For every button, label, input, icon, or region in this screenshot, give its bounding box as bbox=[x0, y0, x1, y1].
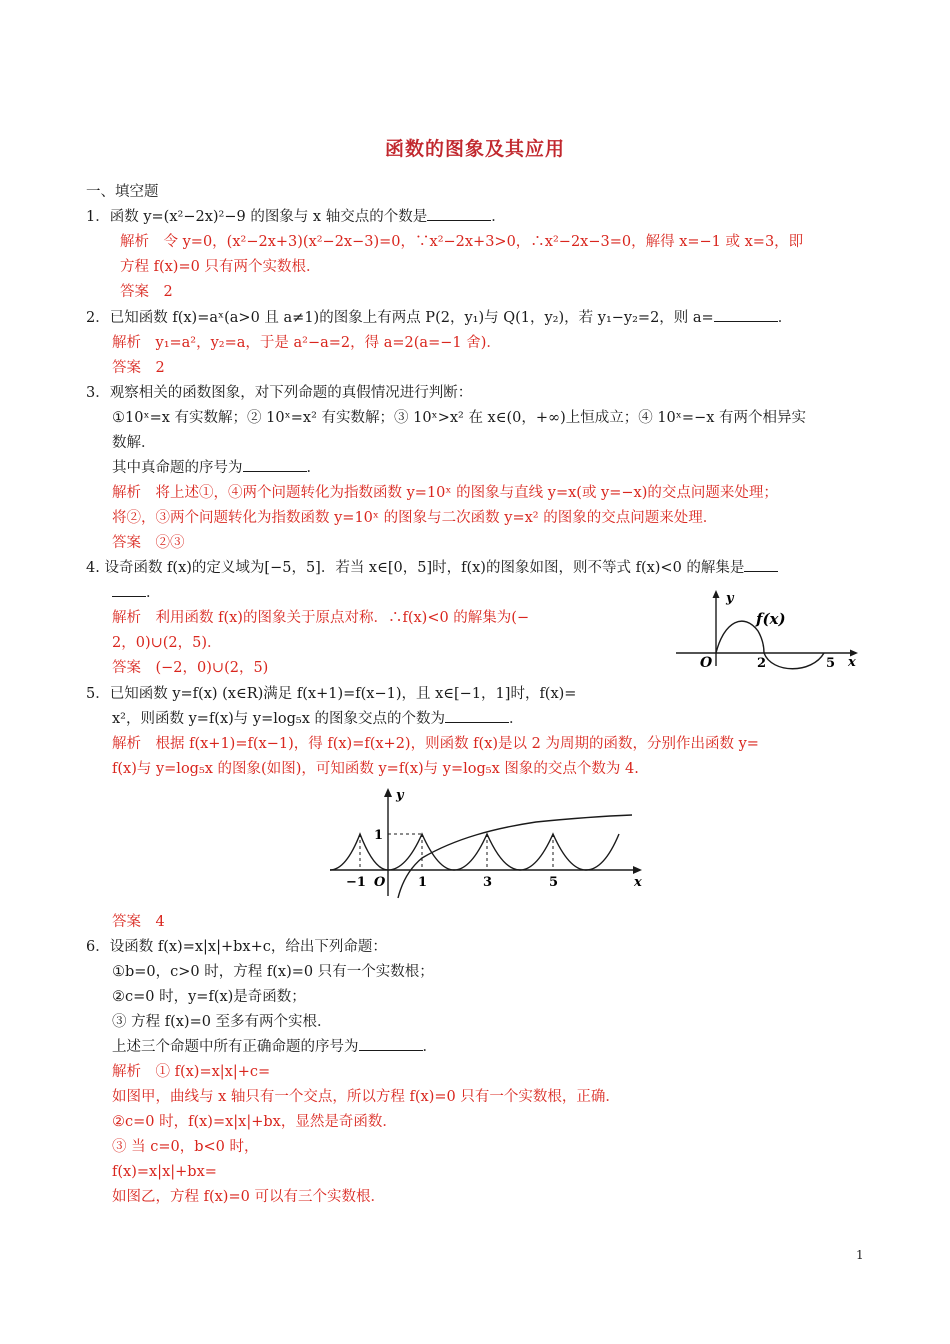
q2-stem-text: 2．已知函数 f(x)=aˣ(a>0 且 a≠1)的图象上有两点 P(2，y₁)与 Q(1，y₂)，若 y₁−y₂=2，则 a= bbox=[86, 310, 714, 326]
q3-blank bbox=[243, 459, 307, 472]
q3-answer: 答案 ②③ bbox=[112, 535, 185, 551]
q5-answer: 答案 4 bbox=[112, 914, 165, 930]
q4-tick-5: 5 bbox=[826, 656, 836, 671]
q1-stem-end: ． bbox=[491, 209, 506, 225]
q1-solution-line2: 方程 f(x)=0 只有两个实数根． bbox=[120, 259, 321, 275]
q6-solution-line5: f(x)=x|x|+bx= bbox=[112, 1164, 217, 1180]
q5-log-curve bbox=[398, 815, 632, 898]
q5-function-graph bbox=[326, 782, 656, 900]
q3-stem-line4-end: ． bbox=[306, 460, 321, 476]
q6-stem-line3: ②c=0 时，y=f(x)是奇函数； bbox=[112, 989, 306, 1005]
q6-stem-line1: 6．设函数 f(x)=x|x|+bx+c，给出下列命题： bbox=[86, 939, 387, 955]
q5-stem-line2-text: x²，则函数 y=f(x)与 y=log₅x 的图象交点的个数为 bbox=[112, 711, 445, 727]
q5-y-label: y bbox=[396, 788, 404, 803]
q4-x-label: x bbox=[848, 655, 856, 670]
q5-solution-line1: 解析 根据 f(x+1)=f(x−1)，得 f(x)=f(x+2)，则函数 f(x)是以 2 为周期的函数，分别作出函数 y= bbox=[112, 736, 759, 752]
q4-blank-part1 bbox=[744, 559, 778, 572]
q5-origin-label: O bbox=[374, 875, 386, 890]
q4-curve bbox=[716, 621, 824, 669]
section-heading: 一、填空题 bbox=[86, 184, 159, 200]
q4-blank-part2 bbox=[112, 584, 146, 597]
q5-stem-line1: 5．已知函数 y=f(x) (x∈R)满足 f(x+1)=f(x−1)，且 x∈[−1，1]时，f(x)= bbox=[86, 686, 577, 702]
q1-solution-line1: 解析 令 y=0，(x²−2x+3)(x²−2x−3)=0，∵x²−2x+3>0，∴x²−2x−3=0，解得 x=−1 或 x=3，即 bbox=[120, 234, 804, 250]
q3-stem-line3: 数解． bbox=[112, 435, 156, 451]
q4-answer: 答案 (−2，0)∪(2，5) bbox=[112, 660, 269, 676]
q3-stem-line2: ①10ˣ=x 有实数解；② 10ˣ=x² 有实数解；③ 10ˣ>x² 在 x∈(0，+∞)上恒成立；④ 10ˣ=−x 有两个相异实 bbox=[112, 410, 807, 426]
q4-y-label: y bbox=[726, 591, 734, 606]
q3-stem-line4-text: 其中真命题的序号为 bbox=[112, 460, 243, 476]
q2-stem bbox=[86, 308, 792, 328]
q6-stem-line5-end: ． bbox=[422, 1039, 437, 1055]
q2-solution: 解析 y₁=a²，y₂=a，于是 a²−a=2，得 a=2(a=−1 舍)． bbox=[112, 335, 501, 351]
q4-stem-line2-end: ． bbox=[146, 585, 161, 601]
q5-stem-line2-end: ． bbox=[509, 711, 524, 727]
q4-y-arrow bbox=[713, 590, 720, 598]
q1-stem-text: 1．函数 y=(x²−2x)²−9 的图象与 x 轴交点的个数是 bbox=[86, 209, 428, 225]
q6-solution-line3: ②c=0 时，f(x)=x|x|+bx，显然是奇函数． bbox=[112, 1114, 397, 1130]
q6-stem-line2: ①b=0，c>0 时，方程 f(x)=0 只有一个实数根； bbox=[112, 964, 434, 980]
q5-x-arrow bbox=[633, 866, 642, 874]
q4-curve-label: f(x) bbox=[756, 610, 786, 628]
q5-tick-1y: 1 bbox=[374, 828, 384, 843]
q6-stem-line5-text: 上述三个命题中所有正确命题的序号为 bbox=[112, 1039, 359, 1055]
q5-tick-1: 1 bbox=[418, 875, 428, 890]
q4-solution-line2: 2，0)∪(2，5)． bbox=[112, 635, 222, 651]
q6-solution-line6: 如图乙，方程 f(x)=0 可以有三个实数根． bbox=[112, 1189, 385, 1205]
q2-answer: 答案 2 bbox=[112, 360, 165, 376]
q1-stem bbox=[86, 207, 506, 227]
q6-solution-line1: 解析 ① f(x)=x|x|+c= bbox=[112, 1064, 271, 1080]
q5-solution-line2: f(x)与 y=log₅x 的图象(如图)，可知函数 y=f(x)与 y=log₅x 图象的交点个数为 4. bbox=[112, 761, 639, 777]
q3-stem-line1: 3．观察相关的函数图象，对下列命题的真假情况进行判断： bbox=[86, 385, 473, 401]
q4-solution-line1: 解析 利用函数 f(x)的图象关于原点对称．∴f(x)<0 的解集为(− bbox=[112, 610, 530, 626]
q5-stem-line2 bbox=[112, 709, 524, 729]
q5-tick-5: 5 bbox=[549, 875, 559, 890]
q5-y-arrow bbox=[384, 788, 392, 797]
q1-answer: 答案 2 bbox=[120, 284, 173, 300]
q6-blank bbox=[359, 1038, 423, 1051]
q2-stem-end: ． bbox=[777, 310, 793, 326]
q2-blank bbox=[714, 309, 778, 322]
q6-stem-line4: ③ 方程 f(x)=0 至多有两个实根． bbox=[112, 1014, 332, 1030]
q4-origin-label: O bbox=[700, 655, 713, 671]
page-title: 函数的图象及其应用 bbox=[384, 138, 565, 160]
q6-solution-line2: 如图甲，曲线与 x 轴只有一个交点，所以方程 f(x)=0 只有一个实数根，正确． bbox=[112, 1089, 620, 1105]
q4-stem-line2 bbox=[112, 583, 161, 603]
q4-stem-line1-text: 4. 设奇函数 f(x)的定义域为[−5，5]．若当 x∈[0，5]时，f(x)的图象如图，则不等式 f(x)<0 的解集是 bbox=[86, 560, 745, 576]
q4-tick-2: 2 bbox=[757, 656, 767, 671]
q3-stem-line4 bbox=[112, 458, 321, 478]
q4-stem-line1 bbox=[86, 558, 778, 578]
q3-solution-line2: 将②，③两个问题转化为指数函数 y=10ˣ 的图象与二次函数 y=x² 的图象的交点问题来处理． bbox=[112, 510, 718, 526]
q6-stem-line5 bbox=[112, 1037, 437, 1057]
q5-tick-m1: −1 bbox=[346, 875, 366, 890]
q5-blank bbox=[445, 710, 509, 723]
q5-x-label: x bbox=[634, 875, 642, 890]
q6-solution-line4: ③ 当 c=0，b<0 时， bbox=[112, 1139, 259, 1155]
q3-solution-line1: 解析 将上述①，④两个问题转化为指数函数 y=10ˣ 的图象与直线 y=x(或 y=−x)的交点问题来处理； bbox=[112, 485, 778, 501]
page-number: 1 bbox=[856, 1248, 864, 1262]
q4-function-graph bbox=[672, 586, 864, 672]
q5-tick-3: 3 bbox=[483, 875, 493, 890]
q1-blank bbox=[427, 208, 491, 221]
